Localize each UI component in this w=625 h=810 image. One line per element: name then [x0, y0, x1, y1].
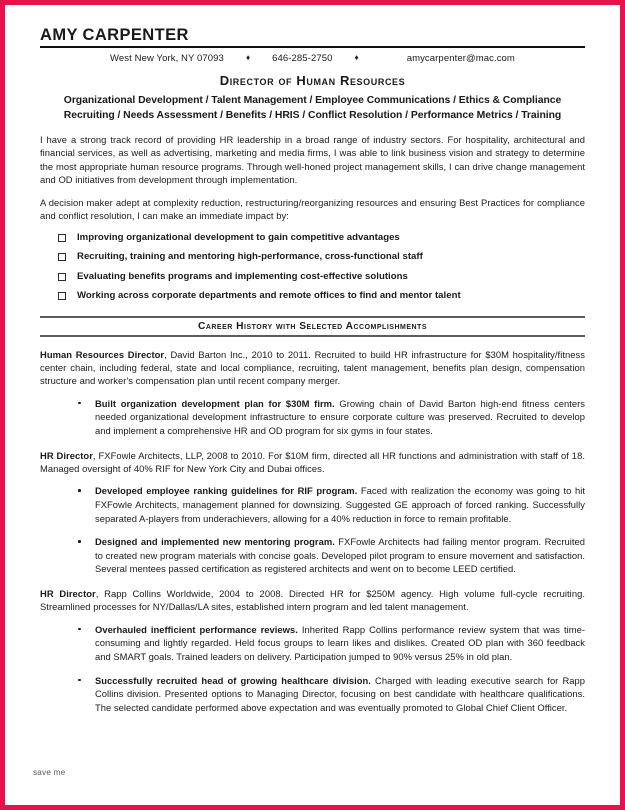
job-role: HR Director [40, 449, 93, 461]
accomplishment-lead: Overhauled inefficient performance reviews. [95, 623, 298, 635]
specialties-line-1: Organizational Development / Talent Management / Employee Communications / Ethics & Compliance [63, 95, 562, 107]
list-item [40, 232, 585, 244]
specialties-block [40, 94, 585, 123]
contact-email[interactable]: amycarpenter@mac.com [406, 53, 515, 65]
target-job-title: Director of Human Resources [219, 73, 406, 89]
checkbox-square-icon [58, 253, 66, 261]
job-header-line [40, 587, 585, 614]
accomplishment-lead: Designed and implemented new mentoring program. [95, 536, 335, 548]
impact-bullet-text: Evaluating benefits programs and implementing cost-effective solutions [77, 270, 408, 282]
impact-bullet-text: Working across corporate departments and remote offices to find and mentor talent [77, 290, 461, 302]
job-entry [40, 348, 585, 438]
job-role: Human Resources Director [40, 348, 165, 360]
checkbox-square-icon [58, 273, 66, 281]
contact-line [40, 52, 585, 64]
diamond-separator-icon: ♦ [245, 53, 251, 63]
accomplishment-lead: Built organization development plan for $30M firm. [95, 397, 335, 409]
job-role: HR Director [40, 588, 96, 600]
diamond-separator-icon: ♦ [354, 53, 359, 63]
job-entry [40, 587, 585, 714]
accomplishment-text: Faced with realization the economy was going to hit FXFowle Architects, management planned for downsizing. Suggested GE approach of forced ranking. Successfully separated A-players from underachievers, allowing for a 40% reduction in force to remain profitable. [95, 485, 585, 524]
job-header-line [40, 449, 585, 476]
job-detail: , FXFowle Architects, LLP, 2008 to 2010. For $10M firm, directed all HR functions and administration with staff of 18. Managed oversight of 40% RIF for New York City and Dubai offices. [40, 449, 585, 474]
career-history-section [40, 316, 585, 337]
accomplishment-text: Charged with leading executive search for Rapp Collins division. Presented options to Managing Director, focusing on best candidate with healthcare qualifications. The selected candidate performed above expectation and was eventually promoted to Global Chief Client Officer. [95, 674, 585, 713]
accomplishment-list [40, 397, 585, 438]
checkbox-square-icon [58, 234, 66, 242]
bullet-dot-icon [78, 402, 81, 405]
summary-paragraph-1: I have a strong track record of providing HR leadership in a broad range of industry sectors. For hospitality, architectural and financial services, as well as advertising, marketing and media firms, I was able to link business vision and strategy to determine the most appropriate human resource programs. Through well-honed project management skills, I can drive change management and OD initiatives from development through implementation. [40, 134, 585, 186]
accomplishment-text: FXFowle Architects had failing mentor program. Recruited to created new program materials with concise goals. Developed pilot program to ensure movement and satisfaction. Several mentees passed certification as registered architects and went on to become LEED certified. [95, 536, 585, 575]
job-detail: , Rapp Collins Worldwide, 2004 to 2008. Directed HR for $250M agency. High volume full-cycle recruiting. Streamlined processes for NY/Dallas/LA sites, established intern program and led talent management. [40, 588, 585, 613]
job-detail: , David Barton Inc., 2010 to 2011. Recruited to build HR infrastructure for $30M hospitality/fitness center chain, including federal, state and local compliance, recruiting, talent management, benefits plan design, compensation structure and worker's compensation plan until recent company merger. [40, 348, 586, 387]
section-rule-bottom [40, 335, 585, 337]
accomplishment-list [40, 623, 585, 715]
list-item [40, 271, 585, 283]
contact-location: West New York, NY 07093 [110, 53, 224, 65]
resume-sheet [10, 5, 615, 800]
accomplishment-lead: Successfully recruited head of growing healthcare division. [95, 674, 371, 686]
bullet-dot-icon [78, 489, 81, 492]
section-title: Career History with Selected Accomplishments [197, 320, 428, 332]
bullet-dot-icon [78, 628, 81, 631]
checkbox-square-icon [58, 292, 66, 300]
accomplishment-text: Inherited Rapp Collins performance review system that was time-consuming and lightly regarded. Held focus groups to learn likes and dislikes. Created OD plan with 360 feedback and SMART goals. Trained leaders on delivery. Participation jumped to 90% versus 25% in old plan. [95, 623, 585, 663]
list-item [40, 251, 585, 263]
impact-bullet-list [40, 232, 585, 303]
job-header-line [40, 348, 585, 388]
list-item [40, 397, 585, 438]
list-item [40, 674, 585, 715]
candidate-name: AMY CARPENTER [40, 26, 189, 44]
resume-header [40, 27, 585, 123]
accomplishment-text: Growing chain of David Barton high-end fitness centers needed organizational development infrastructure to ensure corporate culture was preserved. Recruited to develop and implement a comprehensive HR and OD program for six gyms in four states. [95, 397, 586, 437]
job-entry [40, 449, 585, 576]
save-me-watermark: save me [33, 768, 66, 777]
accomplishment-lead: Developed employee ranking guidelines for RIF program. [95, 485, 358, 497]
list-item [40, 623, 585, 664]
list-item [40, 535, 585, 576]
name-divider [40, 46, 585, 48]
summary-paragraph-2: A decision maker adept at complexity reduction, restructuring/reorganizing resources and ensuring Best Practices for compliance and conflict resolution, I can make an immediate impact by: [40, 196, 585, 222]
accomplishment-list [40, 484, 585, 576]
bullet-dot-icon [78, 540, 81, 543]
specialties-line-2: Recruiting / Needs Assessment / Benefits / HRIS / Conflict Resolution / Performance Metrics / Training [63, 109, 562, 121]
bullet-dot-icon [78, 679, 81, 682]
contact-phone: 646-285-2750 [272, 53, 333, 65]
summary-section [40, 133, 585, 303]
impact-bullet-text: Improving organizational development to gain competitive advantages [77, 231, 400, 243]
list-item [40, 484, 585, 525]
list-item [40, 290, 585, 302]
impact-bullet-text: Recruiting, training and mentoring high-performance, cross-functional staff [77, 251, 423, 263]
